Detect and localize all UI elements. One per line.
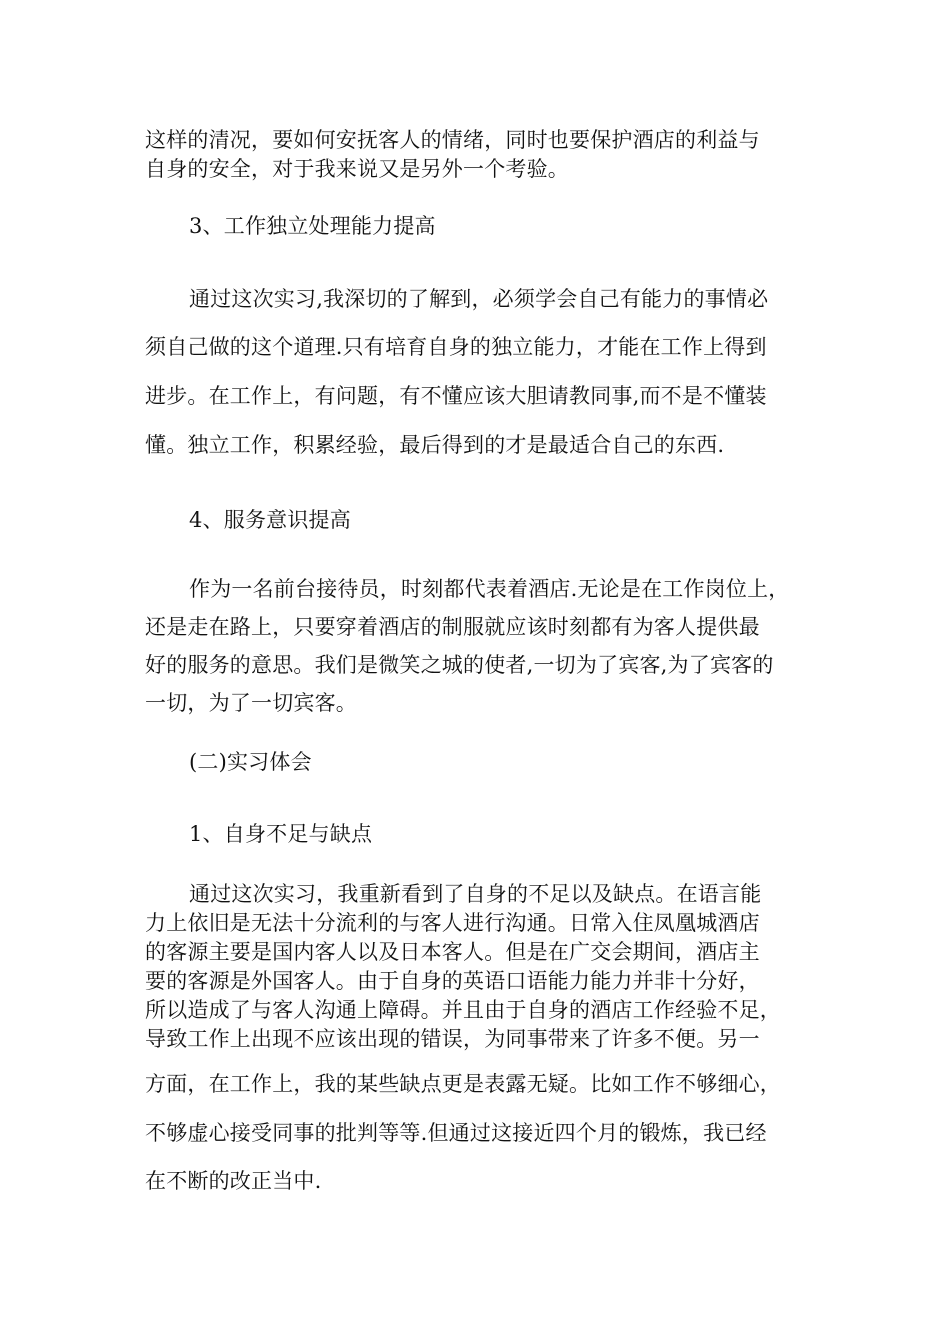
paragraph-line: 通过这次实习，我重新看到了自身的不足以及缺点。在语言能 (189, 882, 762, 906)
section-heading: (二)实习体会 (189, 750, 312, 774)
paragraph-line: 好的服务的意思。我们是微笑之城的使者,一切为了宾客,为了宾客的 (145, 653, 774, 677)
paragraph-line: 须自己做的这个道理.只有培育自身的独立能力，才能在工作上得到 (145, 335, 767, 359)
paragraph-line: 还是走在路上，只要穿着酒店的制服就应该时刻都有为客人提供最 (145, 615, 760, 639)
section-heading: 1、自身不足与缺点 (189, 822, 373, 846)
paragraph-line: 懂。独立工作，积累经验，最后得到的才是最适合自己的东西. (145, 433, 725, 457)
paragraph-line: 作为一名前台接待员，时刻都代表着酒店.无论是在工作岗位上， (189, 577, 790, 601)
paragraph-line: 进步。在工作上，有问题，有不懂应该大胆请教同事,而不是不懂装 (145, 384, 767, 408)
paragraph-line: 自身的安全，对于我来说又是另外一个考验。 (145, 157, 569, 181)
paragraph-line: 所以造成了与客人沟通上障碍。并且由于自身的酒店工作经验不足， (145, 998, 781, 1022)
paragraph-line: 的客源主要是国内客人以及日本客人。但是在广交会期间，酒店主 (145, 940, 760, 964)
section-heading: 3、工作独立处理能力提高 (189, 214, 436, 238)
paragraph-line: 导致工作上出现不应该出现的错误，为同事带来了许多不便。另一 (145, 1027, 760, 1051)
paragraph-line: 通过这次实习,我深切的了解到，必须学会自己有能力的事情必 (189, 287, 769, 311)
paragraph-line: 不够虚心接受同事的批判等等.但通过这接近四个月的锻炼，我已经 (145, 1121, 767, 1145)
paragraph-line: 力上依旧是无法十分流利的与客人进行沟通。日常入住凤凰城酒店 (145, 911, 760, 935)
paragraph-line: 要的客源是外国客人。由于自身的英语口语能力能力并非十分好， (145, 969, 760, 993)
section-heading: 4、服务意识提高 (189, 508, 351, 532)
paragraph-line: 方面，在工作上，我的某些缺点更是表露无疑。比如工作不够细心， (145, 1072, 781, 1096)
paragraph-line: 在不断的改正当中. (145, 1169, 322, 1193)
paragraph-line: 一切，为了一切宾客。 (145, 691, 357, 715)
paragraph-line: 这样的清况，要如何安抚客人的情绪，同时也要保护酒店的利益与 (145, 128, 760, 152)
